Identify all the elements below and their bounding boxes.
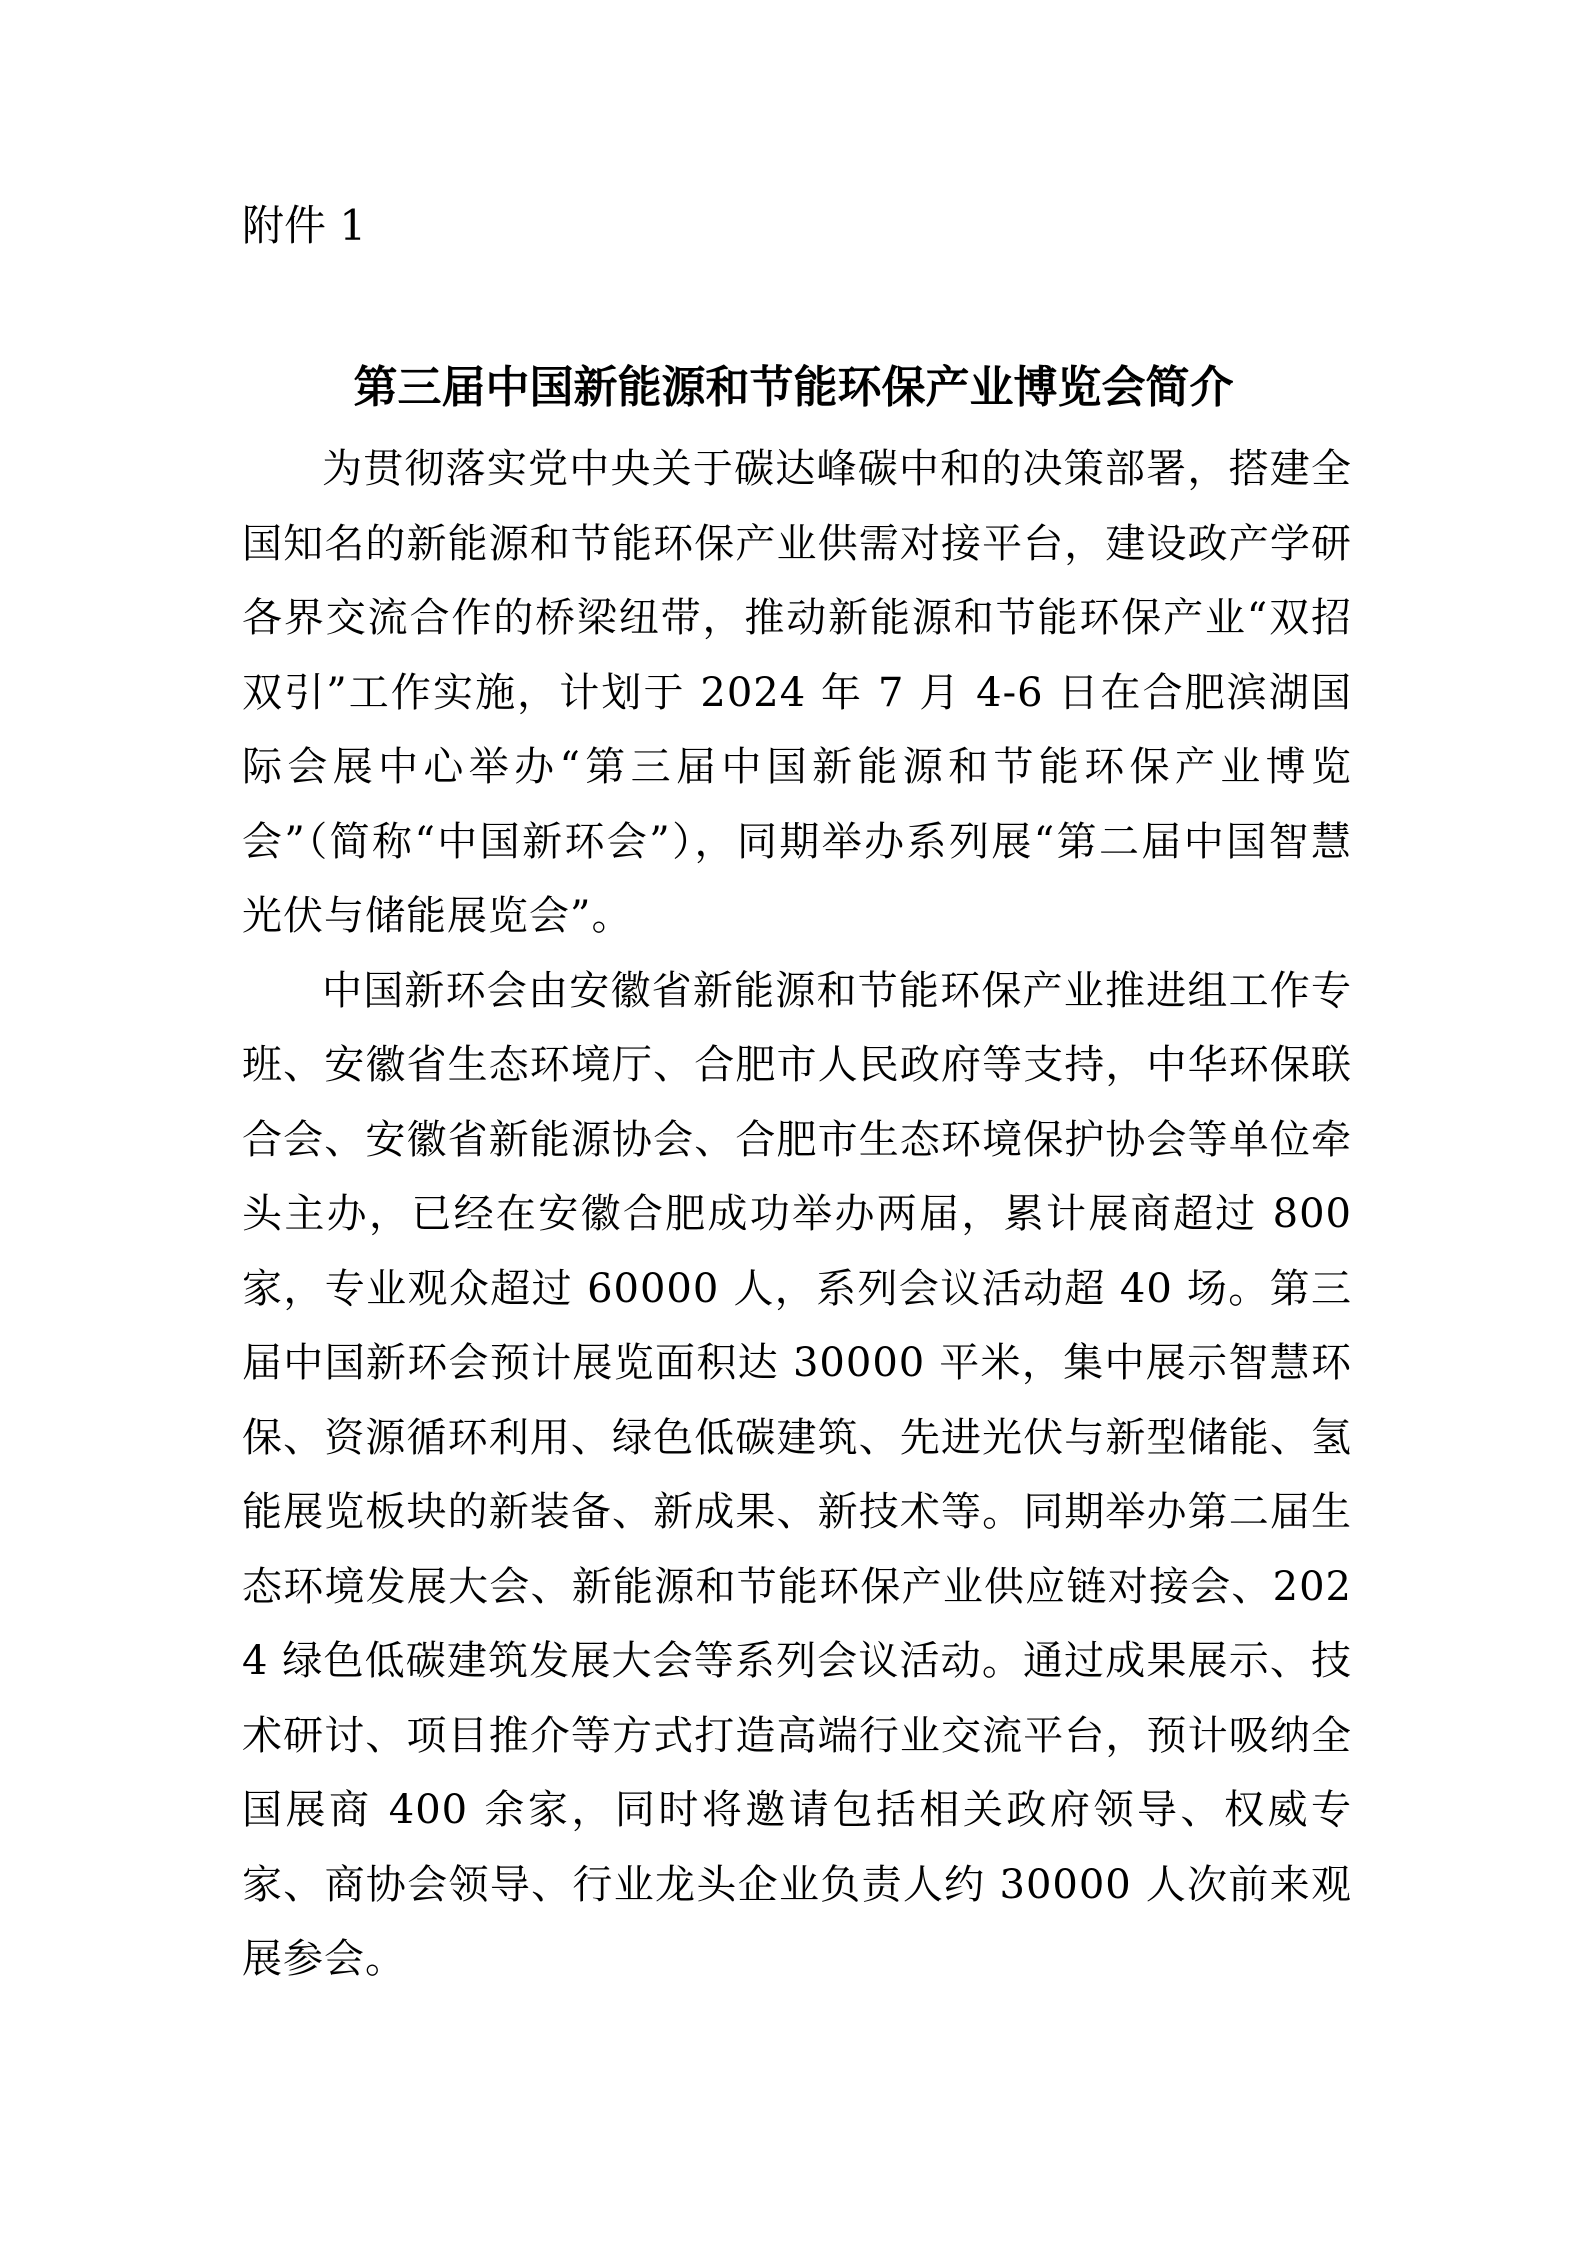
- document-title: 第三届中国新能源和节能环保产业博览会简介: [353, 362, 1234, 413]
- attachment-label: 附件 1: [242, 201, 367, 250]
- body-paragraph-2: 中国新环会由安徽省新能源和节能环保产业推进组工作专班、安徽省生态环境厅、合肥市人民政府等支持，中华环保联合会、安徽省新能源协会、合肥市生态环境保护协会等单位牵头主办，已经在安徽合肥成功举办两届，累计展商超过 800 家，专业观众超过 60000 人，系列会议活动超 40 场。第三届中国新环会预计展览面积达 30000 平米，集中展示智慧环保、资源循环利用、绿色低碳建筑、先进光伏与新型储能、氢能展览板块的新装备、新成果、新技术等。同期举办第二届生态环境发展大会、新能源和节能环保产业供应链对接会、2024 绿色低碳建筑发展大会等系列会议活动。通过成果展示、技术研讨、项目推介等方式打造高端行业交流平台，预计吸纳全国展商 400 余家，同时将邀请包括相关政府领导、权威专家、商协会领导、行业龙头企业负责人约 30000 人次前来观展参会。: [242, 967, 1352, 1982]
- body-paragraph-1: 为贯彻落实党中央关于碳达峰碳中和的决策部署，搭建全国知名的新能源和节能环保产业供需对接平台，建设政产学研各界交流合作的桥梁纽带，推动新能源和节能环保产业“双招双引”工作实施，计划于 2024 年 7 月 4-6 日在合肥滨湖国际会展中心举办“第三届中国新能源和节能环保产业博览会”（简称“中国新环会”），同期举办系列展“第二届中国智慧光伏与储能展览会”。: [242, 446, 1352, 939]
- document-body: [242, 432, 1352, 1997]
